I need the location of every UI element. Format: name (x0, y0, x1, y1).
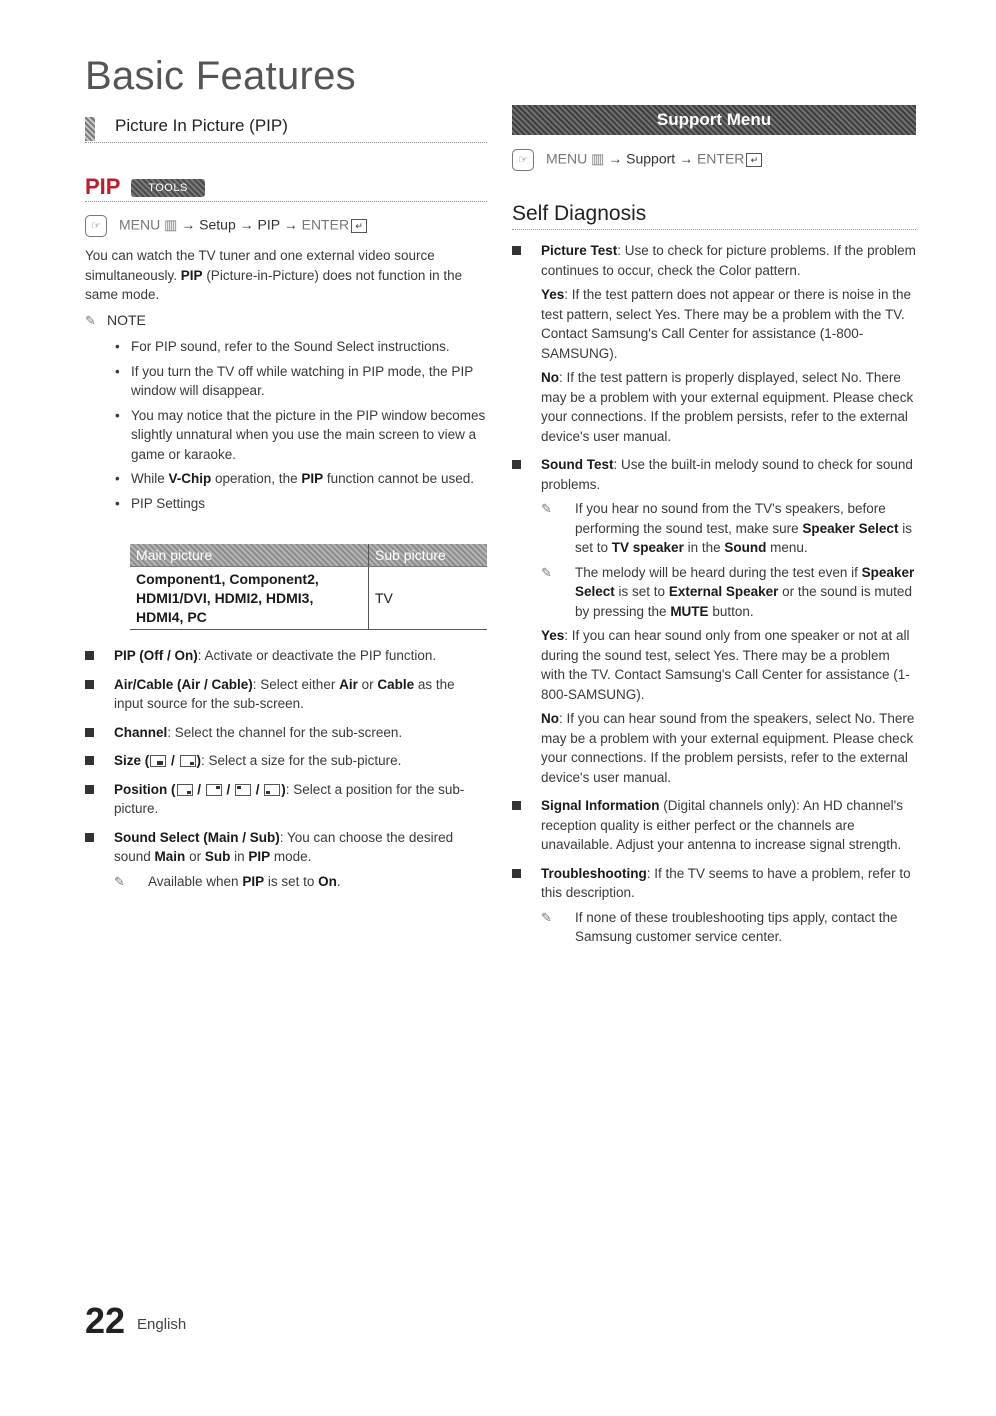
list-item: • While V-Chip operation, the PIP function cannot be used. (115, 469, 487, 489)
self-diagnosis-title: Self Diagnosis (512, 202, 647, 225)
list-item-sound-select: Sound Select (Main / Sub): You can choose the desired sound Main or Sub in PIP mode. ✎ Available when PIP is set to On. (85, 828, 487, 892)
section-header-bar (85, 117, 95, 141)
note-pencil-icon: ✎ (85, 313, 96, 328)
size-small-icon (180, 755, 196, 767)
pip-options-list (85, 646, 487, 900)
arrow: → (608, 150, 623, 167)
page-number: 22 (85, 1300, 126, 1341)
picture-test-yes: Yes: If the test pattern does not appear or there is noise in the test pattern, select Yes. There may be a problem with the TV. Contact Samsung's Call Center for assistance (1-800-SAMSUNG). (541, 287, 911, 361)
remote-hand-icon: ☞ (512, 149, 534, 171)
sound-test-yes: Yes: If you can hear sound only from one speaker or not at all during the sound test, select Yes. There may be a problem with the TV. Contact Samsung's Call Center for assistance (1-800-SAMSUNG). (541, 628, 910, 702)
table-cell-sub: TV (369, 567, 488, 630)
self-diagnosis-list (512, 241, 916, 956)
note-pencil-icon: ✎ (541, 564, 552, 580)
pip-divider (85, 201, 487, 202)
remote-hand-icon: ☞ (85, 215, 107, 237)
support-menu-header: Support Menu (512, 105, 916, 135)
position-bottom-right-icon (177, 784, 193, 796)
sound-test-note-2: ✎ The melody will be heard during the test even if Speaker Select is set to External Speaker or the sound is muted by pressing the MUTE button. (541, 564, 915, 619)
page-title: Basic Features (85, 54, 356, 98)
enter-label: ENTER (301, 216, 350, 233)
list-item: • If you turn the TV off while watching in PIP mode, the PIP window will disappear. (115, 362, 487, 401)
table-header: Main picture (130, 544, 369, 567)
pip-label: PIP (257, 216, 280, 233)
list-item-air-cable: Air/Cable (Air / Cable): Select either Air or Cable as the input source for the sub-screen. (85, 675, 487, 714)
list-item-sound-test: Sound Test: Use the built-in melody sound to check for sound problems. ✎ If you hear no sound from the TV's speakers, before performing the sound test, make sure Speaker Select is set to TV speaker in the Sound menu. ✎ The melody will be heard during the test even if Speaker Select is set to External Speaker or the sound is muted by pressing the MUTE button. Yes: If you can hear sound only from one speaker or not at all during the sound test, select Yes. There may be a problem with the TV. Contact Samsung's Call Center for assistance (1-800-SAMSUNG). No: If you can hear sound from the speakers, select No. There may be a problem with your external equipment. Please check your connections. If the problem persists, refer to the external device's user manual. (512, 455, 916, 787)
menu-path-pip (85, 215, 367, 237)
list-item: • For PIP sound, refer to the Sound Select instructions. (115, 337, 487, 357)
enter-icon: ↵ (351, 219, 367, 233)
enter-label: ENTER (696, 150, 745, 167)
setup-label: Setup (199, 216, 236, 233)
tools-badge: TOOLS (131, 179, 205, 197)
list-item: • PIP Settings (115, 494, 487, 514)
list-item-pip: PIP (Off / On): Activate or deactivate the PIP function. (85, 646, 487, 666)
arrow: → (239, 216, 254, 233)
note-pencil-icon: ✎ (541, 909, 552, 925)
position-top-left-icon (235, 784, 251, 796)
sound-test-note-1: ✎ If you hear no sound from the TV's speakers, before performing the sound test, make sure Speaker Select is set to TV speaker in the Sound menu. (541, 501, 912, 555)
list-item-signal-information: Signal Information (Digital channels only): An HD channel's reception quality is either perfect or the channels are unavailable. Adjust your antenna to increase signal strength. (512, 796, 916, 855)
support-label: Support (626, 150, 676, 167)
size-large-icon (150, 755, 166, 767)
menu-label: MENU (119, 216, 161, 233)
menu-path-support (512, 149, 762, 171)
page-language: English (137, 1316, 187, 1333)
picture-test-no: No: If the test pattern is properly displayed, select No. There may be a problem with your external equipment. Please check your connections. If the problem persists, refer to the external device's user manual. (541, 370, 914, 444)
position-top-right-icon (206, 784, 222, 796)
arrow: → (181, 216, 196, 233)
troubleshooting-note: ✎ If none of these troubleshooting tips apply, contact the Samsung customer service center. (541, 909, 898, 944)
table-cell-main: Component1, Component2, HDMI1/DVI, HDMI2, HDMI3, HDMI4, PC (130, 567, 369, 630)
note-pencil-icon: ✎ (541, 501, 552, 516)
note-pencil-icon: ✎ (114, 873, 125, 889)
section-title: Picture In Picture (PIP) (115, 116, 288, 135)
self-diagnosis-divider (512, 229, 916, 230)
list-item: • You may notice that the picture in the PIP window becomes slightly unnatural when you use the main screen to view a game or karaoke. (115, 406, 487, 465)
note-heading: ✎ NOTE (85, 312, 146, 328)
arrow: → (679, 150, 694, 167)
list-item-channel: Channel: Select the channel for the sub-screen. (85, 723, 487, 743)
position-bottom-left-icon (264, 784, 280, 796)
note-list (115, 337, 487, 518)
pip-settings-table (130, 544, 487, 630)
list-item-position: Position ( / / / ): Select a position for the sub-picture. (85, 780, 487, 819)
pip-intro: You can watch the TV tuner and one external video source simultaneously. PIP (Picture-in-Picture) does not function in the same mode. (85, 248, 463, 302)
enter-icon: ↵ (746, 153, 762, 167)
menu-grid-icon: ▥ (587, 150, 609, 167)
sound-test-no: No: If you can hear sound from the speakers, select No. There may be a problem with your external equipment. Please check your connections. If the problem persists, refer to the external device's user manual. (541, 711, 915, 785)
list-item-size: Size ( / ): Select a size for the sub-picture. (85, 751, 487, 771)
pip-title: PIP (85, 174, 121, 199)
list-item-picture-test: Picture Test: Use to check for picture problems. If the problem continues to occur, check the Color pattern. Yes: If the test pattern does not appear or there is noise in the test pattern, select Yes. There may be a problem with the TV. Contact Samsung's Call Center for assistance (1-800-SAMSUNG). No: If the test pattern is properly displayed, select No. There may be a problem with your external equipment. Please check your connections. If the problem persists, refer to the external device's user manual. (512, 241, 916, 446)
table-header: Sub picture (369, 544, 488, 567)
arrow: → (283, 216, 298, 233)
list-item-troubleshooting: Troubleshooting: If the TV seems to have a problem, refer to this description. ✎ If none of these troubleshooting tips apply, contact the Samsung customer service center. (512, 864, 916, 947)
menu-label: MENU (546, 150, 588, 167)
menu-grid-icon: ▥ (160, 216, 182, 233)
available-note: ✎ Available when PIP is set to On. (114, 872, 487, 892)
section-header-pip (85, 114, 487, 143)
